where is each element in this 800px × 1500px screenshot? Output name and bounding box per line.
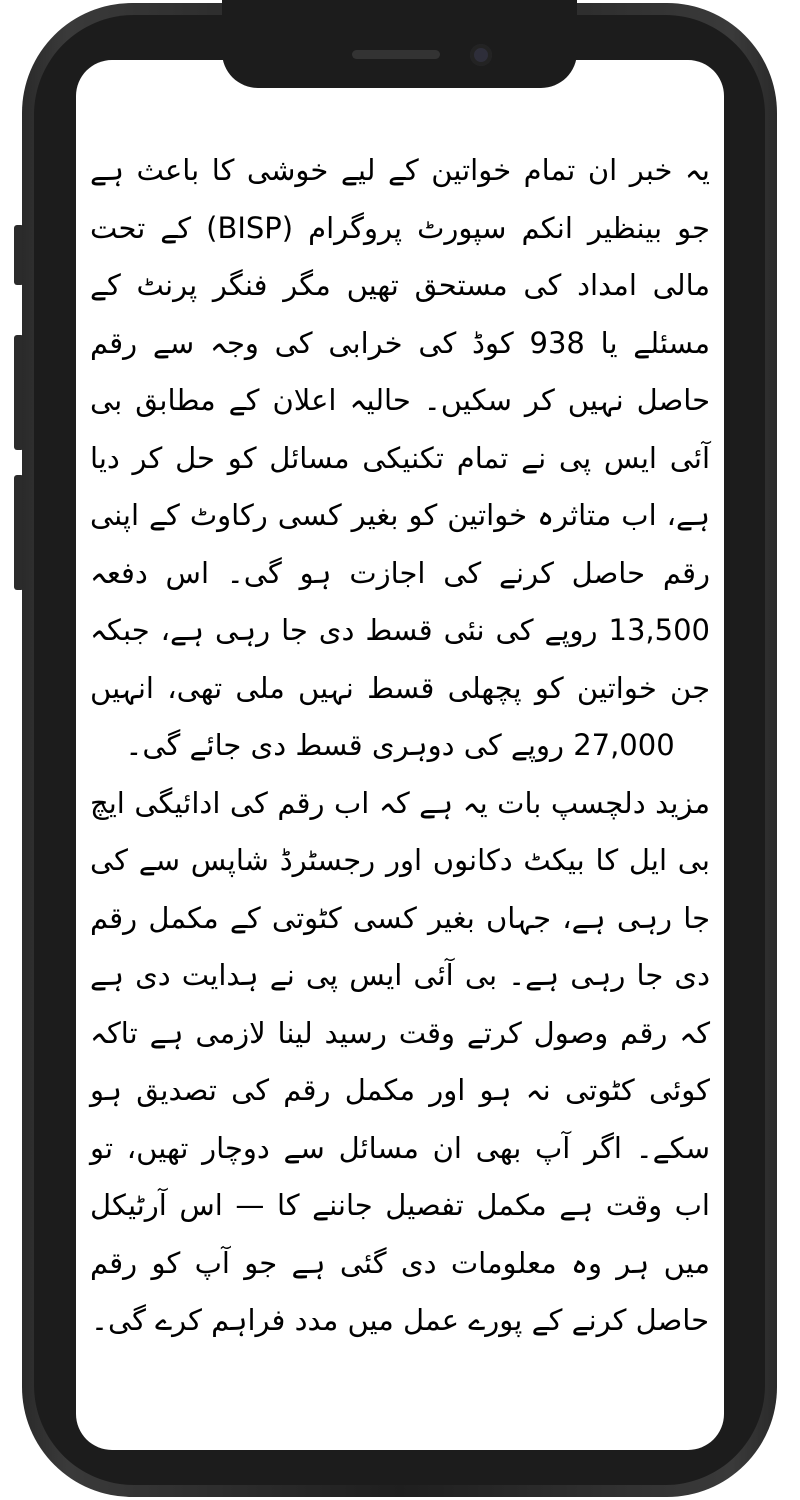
article-paragraph-1: یہ خبر ان تمام خواتین کے لیے خوشی کا باعث ہے جو بینظیر انکم سپورٹ پروگرام (BISP) کے تحت مالی امداد کی مستحق تھیں مگر فنگر پرنٹ کے مسئلے یا 938 کوڈ کی خرابی کی وجہ سے رقم حاصل نہیں کر سکیں۔ حالیہ اعلان کے مطابق بی آئی ایس پی نے تمام تکنیکی مسائل کو حل کر دیا ہے، اب متاثرہ خواتین کو بغیر کسی رکاوٹ کے اپنی رقم حاصل کرنے کی اجازت ہو گی۔ اس دفعہ 13,500 روپے کی نئی قسط دی جا رہی ہے، جبکہ جن خواتین کو پچھلی قسط نہیں ملی تھی، انہیں 27,000 روپے کی دوہری قسط دی جائے گی۔ bbox=[90, 153, 711, 762]
article-body bbox=[90, 142, 710, 1350]
earpiece-speaker bbox=[352, 50, 440, 59]
front-camera-icon bbox=[470, 44, 492, 66]
phone-notch bbox=[222, 0, 577, 88]
phone-screen bbox=[76, 60, 724, 1450]
article-paragraph-2: مزید دلچسپ بات یہ ہے کہ اب رقم کی ادائیگی ایچ بی ایل کا بیکٹ دکانوں اور رجسٹرڈ شاپس سے کی جا رہی ہے، جہاں بغیر کسی کٹوتی کے مکمل رقم دی جا رہی ہے۔ بی آئی ایس پی نے ہدایت دی ہے کہ رقم وصول کرتے وقت رسید لینا لازمی ہے تاکہ کوئی کٹوتی نہ ہو اور مکمل رقم کی تصدیق ہو سکے۔ اگر آپ بھی ان مسائل سے دوچار تھیں، تو اب وقت ہے مکمل تفصیل جاننے کا — اس آرٹیکل میں ہر وہ معلومات دی گئی ہے جو آپ کو رقم حاصل کرنے کے پورے عمل میں مدد فراہم کرے گی۔ bbox=[90, 785, 710, 1337]
